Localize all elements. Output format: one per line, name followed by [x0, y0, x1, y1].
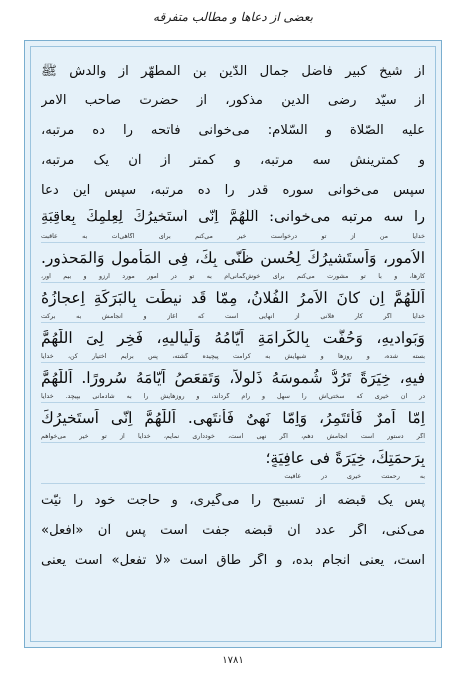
page-number: ۱۷۸۱ [222, 655, 244, 666]
line-divider [41, 442, 425, 443]
outro-line: است، یعنی انجام بده، و اگر طاق است «لا تفعل» است یعنی [41, 553, 425, 568]
line-divider [41, 242, 425, 243]
dua-arabic-line: وَبَواديهِ، وَحُفَّت بِالكَرامَةِ اَيّامُهُ وَلَياليهِ، فَخِر لِىَ اللّٰهُمَّ [41, 329, 425, 347]
outro-line: می‌کنی، اگر عدد آن قبضه جفت است پس آن «افعل» [41, 523, 425, 538]
dua-translation-line: کارها، و با تو مشورت می‌کنم برای خوش‌گمانی‌ام به تو در امور مورد آرزو و بیم آور، [41, 273, 425, 280]
dua-arabic-line: اِمّا اَمرٌ فَأَئتَمِرُ، وَاِمّا نَهىٌ فَأَنتَهى. اَللّٰهُمَّ اِنّى اَستَخيرُكَ [41, 409, 425, 427]
dua-translation-line: اگر دستور است انجامش دهم، اگر نهی است، خودداری نمایم، خدایا از تو خیر می‌خواهم [41, 433, 425, 440]
dua-translation-line: خدایا اگر کار فلانی از آنهایی است که آغاز و انجامش به برکت [41, 313, 425, 320]
intro-line: از شیخ کبیر فاضل جمال الدّین بن المطهّر از والدش ﷺ [41, 64, 425, 79]
dua-translation-line: به رحمتت خیری در عافیت [284, 473, 425, 480]
dua-translation-line: در آن خیری که سختی‌اش را سهل و رام گرداند، و روزهایش را به شادمانی بپیچد. خدایا [41, 393, 425, 400]
text-frame [24, 40, 442, 648]
line-divider [41, 483, 425, 484]
intro-line: علیه الصّلاة و السّلام: می‌خوانی فاتحه را ده مرتبه، [41, 123, 425, 138]
dua-arabic-line: فيهِ، خِيَرَةً تَرُدُّ شُموسَهُ ذَلولاً، وَتَقعَصُ اَيّامَهُ سُرورًا. اَللّٰهُمَّ [41, 369, 425, 387]
line-divider [41, 402, 425, 403]
dua-translation-line: بسته شده، و روزها و شبهایش به کرامت پیچیده گشته، پس برایم اختیار کن، خدایا [41, 353, 425, 360]
intro-line: سپس می‌خوانی سوره قدر را ده مرتبه، سپس این دعا [41, 183, 425, 198]
intro-line: و کمترینش سه مرتبه، و کمتر از آن یک مرتبه، [41, 153, 425, 168]
dua-arabic-line: بِرَحمَتِكَ، خِيَرَةً فى عافِيَةٍ؛ [265, 449, 425, 467]
dua-translation-line: خدایا من از تو درخواست خیر می‌کنم برای آگاهی‌ات به عاقبت [41, 233, 425, 240]
dua-arabic-line: اَللّٰهُمَّ اِن كانَ الاَمرُ الفُلانُ، مِمّا قَد نيطَت بِالبَرَكَةِ اِعجازُهُ [41, 289, 425, 307]
dua-arabic-line: را سه مرتبه می‌خوانی: اَللّٰهُمَّ اِنّى اَستَخيرُكَ لِعِلمِكَ بِعاقِبَةِ [41, 209, 425, 225]
outro-line: پس یک قبضه از تسبیح را می‌گیری، و حاجت خود را نیّت [41, 493, 425, 508]
dua-arabic-line: الاُمورِ، وَاَستَشيرُكَ لِحُسنِ ظَنّى بِكَ، فِى المَأمولِ وَالمَحذورِ. [41, 249, 425, 267]
intro-line: از سیّد رضی الدین مذکور، از حضرت صاحب الامر [41, 93, 425, 108]
line-divider [41, 282, 425, 283]
line-divider [41, 322, 425, 323]
line-divider [41, 362, 425, 363]
page-header-title: بعضی از دعاها و مطالب متفرقه [153, 10, 313, 24]
text-frame-inner [30, 46, 436, 642]
